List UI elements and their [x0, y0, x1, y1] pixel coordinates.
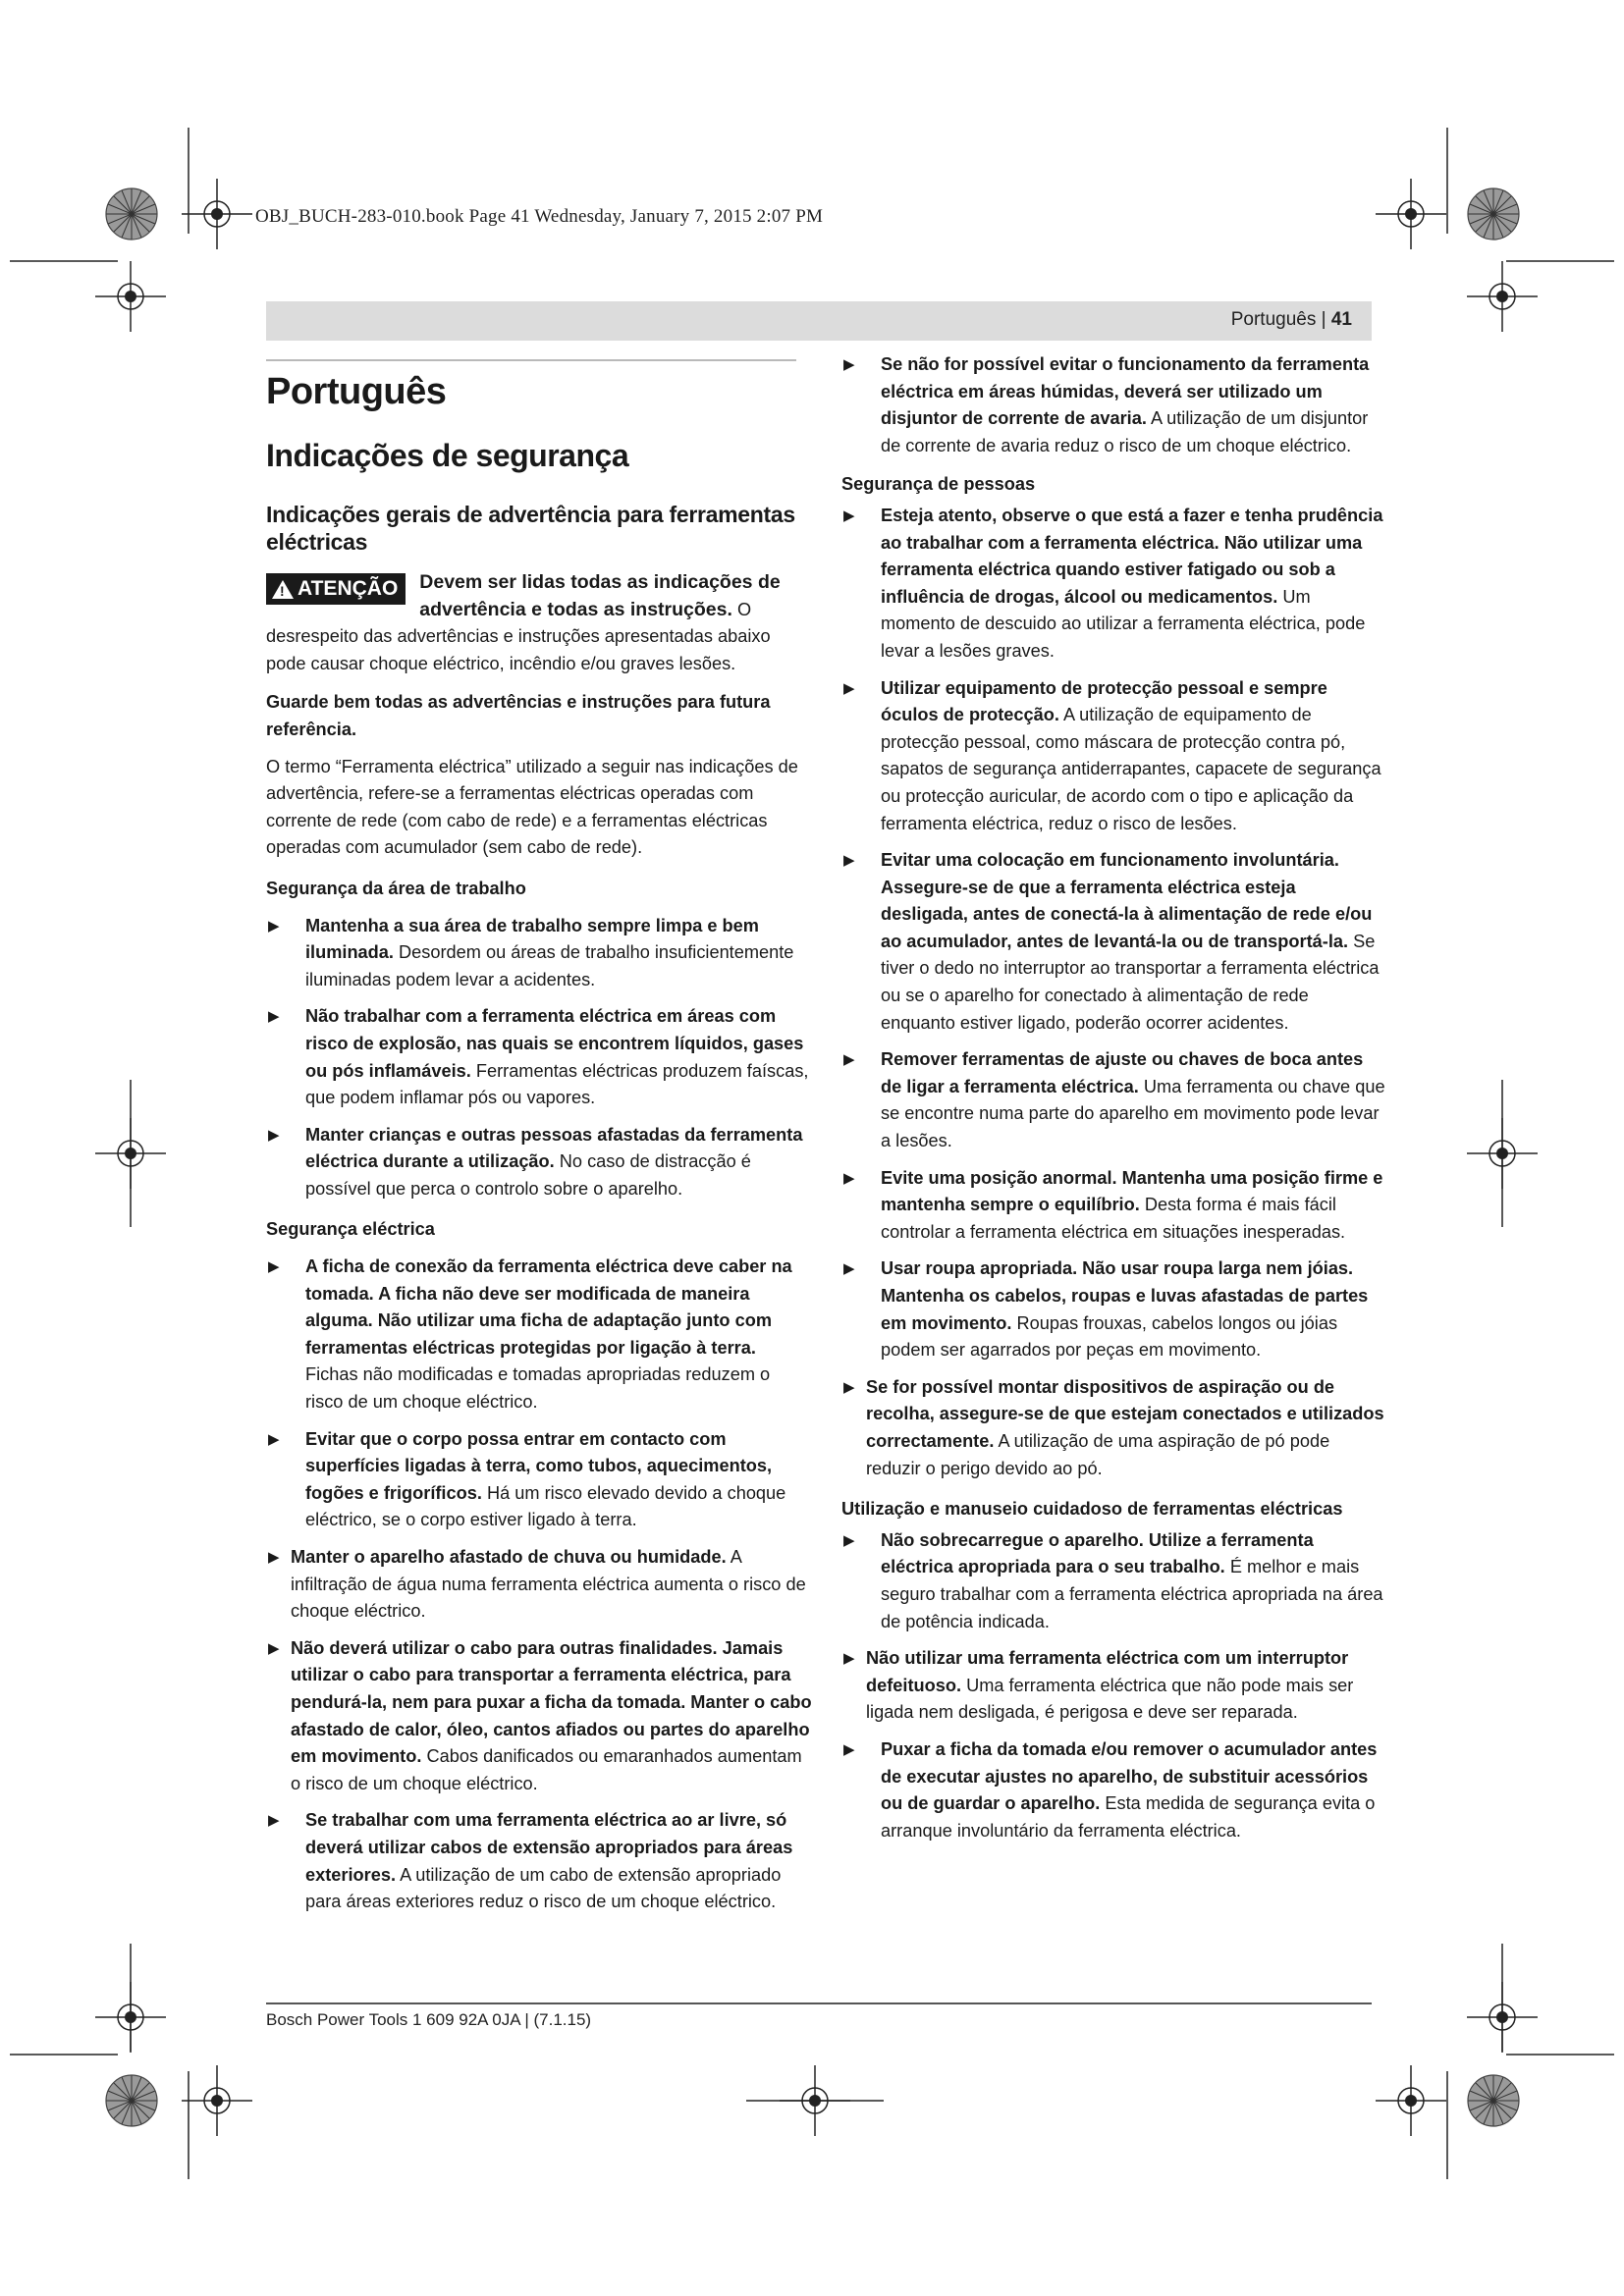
warning-badge-label: ATENÇÃO: [298, 577, 399, 600]
list-item: ▶ Não deverá utilizar o cabo para outras finalidades. Jamais utilizar o cabo para transportar a ferramenta eléctrica, para pendurá-la, nem para puxar a ficha da tomada. Manter o cabo afastado de calor, óleo, cantos afiados ou partes do aparelho em movimento. Cabos danificados ou emaranhados aumentam o risco de um choque eléctrico.: [266, 1635, 812, 1798]
persons-heading: Segurança de pessoas: [841, 474, 1036, 495]
bullet-arrow-icon: ▶: [268, 917, 280, 934]
list-item: ▶ Evite uma posição anormal. Mantenha uma posição firme e mantenha sempre o equilíbrio. Desta forma é mais fácil controlar a ferramenta eléctrica em situações inesperadas.: [841, 1165, 1387, 1247]
list-item: ▶ Não utilizar uma ferramenta eléctrica com um interruptor defeituoso. Uma ferramenta eléctrica que não pode mais ser ligada nem desligada, é perigosa e deve ser reparada.: [841, 1645, 1387, 1727]
usage-list: [841, 1527, 1387, 1845]
bullet-arrow-icon: ▶: [843, 1260, 855, 1278]
header-separator: |: [1321, 309, 1326, 330]
print-slug: OBJ_BUCH-283-010.book Page 41 Wednesday, January 7, 2015 2:07 PM: [255, 206, 824, 227]
list-item: ▶ Não trabalhar com a ferramenta eléctrica em áreas com risco de explosão, nas quais se encontrem líquidos, gases ou pós inflamáveis. Ferramentas eléctricas produzem faíscas, que podem inflamar pós ou vapores.: [266, 1003, 812, 1111]
work-area-heading: Segurança da área de trabalho: [266, 878, 526, 898]
bullet-arrow-icon: ▶: [268, 1639, 280, 1657]
electric-heading: Segurança eléctrica: [266, 1219, 435, 1240]
warning-triangle-icon: !: [272, 580, 294, 599]
page-title: Português: [266, 371, 447, 412]
bullet-arrow-icon: ▶: [268, 1008, 280, 1026]
bullet-arrow-icon: ▶: [843, 1169, 855, 1187]
bullet-arrow-icon: ▶: [843, 1378, 855, 1396]
list-item: ▶ Manter crianças e outras pessoas afastadas da ferramenta eléctrica durante a utilização. No caso de distracção é possível que perca o controlo sobre o aparelho.: [266, 1122, 812, 1203]
bullet-arrow-icon: ▶: [268, 1549, 280, 1566]
warning-block: [266, 569, 812, 677]
list-item: ▶ Esteja atento, observe o que está a fazer e tenha prudência ao trabalhar com a ferramenta eléctrica. Não utilizar uma ferramenta eléctrica quando estiver fatigado ou sob a influência de drogas, álcool ou medicamentos. Um momento de descuido ao utilizar a ferramenta eléctrica, pode levar a lesões graves.: [841, 503, 1387, 666]
page-header-bar: [266, 301, 1372, 341]
electric-list: [266, 1254, 812, 1916]
bullet-arrow-icon: ▶: [843, 507, 855, 524]
right-column: [841, 351, 1387, 1844]
bullet-arrow-icon: ▶: [843, 852, 855, 870]
persons-list: [841, 503, 1387, 1482]
warning-bold: Devem ser lidas todas as indicações de advertência e todas as instruções.: [419, 571, 781, 620]
bullet-arrow-icon: ▶: [268, 1430, 280, 1448]
list-item: ▶ Se trabalhar com uma ferramenta eléctrica ao ar livre, só deverá utilizar cabos de extensão apropriados para áreas exteriores. A utilização de um cabo de extensão apropriado para áreas exteriores reduz o risco de um choque eléctrico.: [266, 1807, 812, 1915]
page-header: [1231, 309, 1352, 331]
list-item: ▶ Remover ferramentas de ajuste ou chaves de boca antes de ligar a ferramenta eléctrica. Uma ferramenta ou chave que se encontre numa parte do aparelho em movimento pode levar a lesões.: [841, 1046, 1387, 1154]
list-item: ▶ Usar roupa apropriada. Não usar roupa larga nem jóias. Mantenha os cabelos, roupas e luvas afastadas de partes em movimento. Roupas frouxas, cabelos longos ou jóias podem ser agarrados por peças em movimento.: [841, 1255, 1387, 1363]
subsection-title: Indicações gerais de advertência para ferramentas eléctricas: [266, 502, 795, 555]
bullet-arrow-icon: ▶: [268, 1812, 280, 1830]
list-item: ▶ Evitar que o corpo possa entrar em contacto com superfícies ligadas à terra, como tubos, aquecimentos, fogões e frigoríficos. Há um risco elevado devido a choque eléctrico, se o corpo estiver ligado à terra.: [266, 1426, 812, 1534]
bullet-arrow-icon: ▶: [843, 1051, 855, 1069]
bullet-arrow-icon: ▶: [843, 1740, 855, 1758]
bullet-arrow-icon: ▶: [843, 356, 855, 373]
header-language: Português: [1230, 309, 1317, 330]
bullet-arrow-icon: ▶: [843, 1531, 855, 1549]
list-item: ▶ Se não for possível evitar o funcionamento da ferramenta eléctrica em áreas húmidas, deverá ser utilizado um disjuntor de corrente de avaria. A utilização de um disjuntor de corrente de avaria reduz o risco de um choque eléctrico.: [841, 351, 1387, 459]
usage-heading: Utilização e manuseio cuidadoso de ferramentas eléctricas: [841, 1499, 1343, 1520]
term-definition: O termo “Ferramenta eléctrica” utilizado a seguir nas indicações de advertência, refere-se a ferramentas eléctricas operadas com corrente de rede (com cabo de rede) e a ferramentas eléctricas operadas com acumulador (sem cabo de rede).: [266, 756, 798, 858]
list-item: ▶ Evitar uma colocação em funcionamento involuntária. Assegure-se de que a ferramenta eléctrica esteja desligada, antes de conectá-la à alimentação de rede e/ou ao acumulador, antes de levantá-la ou de transportá-la. Se tiver o dedo no interruptor ao transportar a ferramenta eléctrica ou se o aparelho for conectado à alimentação de rede enquanto estiver ligado, poderão ocorrer acidentes.: [841, 847, 1387, 1037]
bullet-arrow-icon: ▶: [268, 1126, 280, 1144]
bullet-arrow-icon: ▶: [268, 1258, 280, 1276]
list-item: ▶ Não sobrecarregue o aparelho. Utilize a ferramenta eléctrica apropriada para o seu trabalho. É melhor e mais seguro trabalhar com a ferramenta eléctrica apropriada na área de potência indicada.: [841, 1527, 1387, 1635]
bullet-arrow-icon: ▶: [843, 1650, 855, 1668]
list-item: ▶ Puxar a ficha da tomada e/ou remover o acumulador antes de executar ajustes no aparelho, de substituir acessórios ou de guardar o aparelho. Esta medida de segurança evita o arranque involuntário da ferramenta eléctrica.: [841, 1736, 1387, 1844]
keep-instructions: Guarde bem todas as advertências e instruções para futura referência.: [266, 692, 771, 739]
warning-text: O desrespeito das advertências e instruções apresentadas abaixo pode causar choque eléctrico, incêndio e/ou graves lesões.: [266, 599, 771, 673]
section-title: Indicações de segurança: [266, 438, 629, 473]
bullet-arrow-icon: ▶: [843, 679, 855, 697]
page-number: 41: [1330, 309, 1352, 330]
list-item: ▶ Mantenha a sua área de trabalho sempre limpa e bem iluminada. Desordem ou áreas de trabalho insuficientemente iluminadas podem levar a acidentes.: [266, 913, 812, 994]
list-item: ▶ Manter o aparelho afastado de chuva ou humidade. A infiltração de água numa ferramenta eléctrica aumenta o risco de choque eléctrico.: [266, 1544, 812, 1626]
left-column: [266, 355, 812, 1916]
list-item: ▶ A ficha de conexão da ferramenta eléctrica deve caber na tomada. A ficha não deve ser modificada de maneira alguma. Não utilizar uma ficha de adaptação junto com ferramentas eléctricas protegidas por ligação à terra. Fichas não modificadas e tomadas apropriadas reduzem o risco de um choque eléctrico.: [266, 1254, 812, 1416]
footer-rule: [266, 2002, 1372, 2004]
list-item: ▶ Utilizar equipamento de protecção pessoal e sempre óculos de protecção. A utilização de equipamento de protecção pessoal, como máscara de protecção contra pó, sapatos de segurança antiderrapantes, capacete de segurança ou protecção auricular, de acordo com o tipo e aplicação da ferramenta eléctrica, reduz o risco de lesões.: [841, 675, 1387, 838]
warning-badge: [266, 573, 406, 605]
work-area-list: [266, 913, 812, 1203]
list-item: ▶ Se for possível montar dispositivos de aspiração ou de recolha, assegure-se de que estejam conectados e utilizados correctamente. A utilização de uma aspiração de pó pode reduzir o perigo devido ao pó.: [841, 1374, 1387, 1482]
page-footer: Bosch Power Tools 1 609 92A 0JA | (7.1.15): [266, 2010, 592, 2029]
